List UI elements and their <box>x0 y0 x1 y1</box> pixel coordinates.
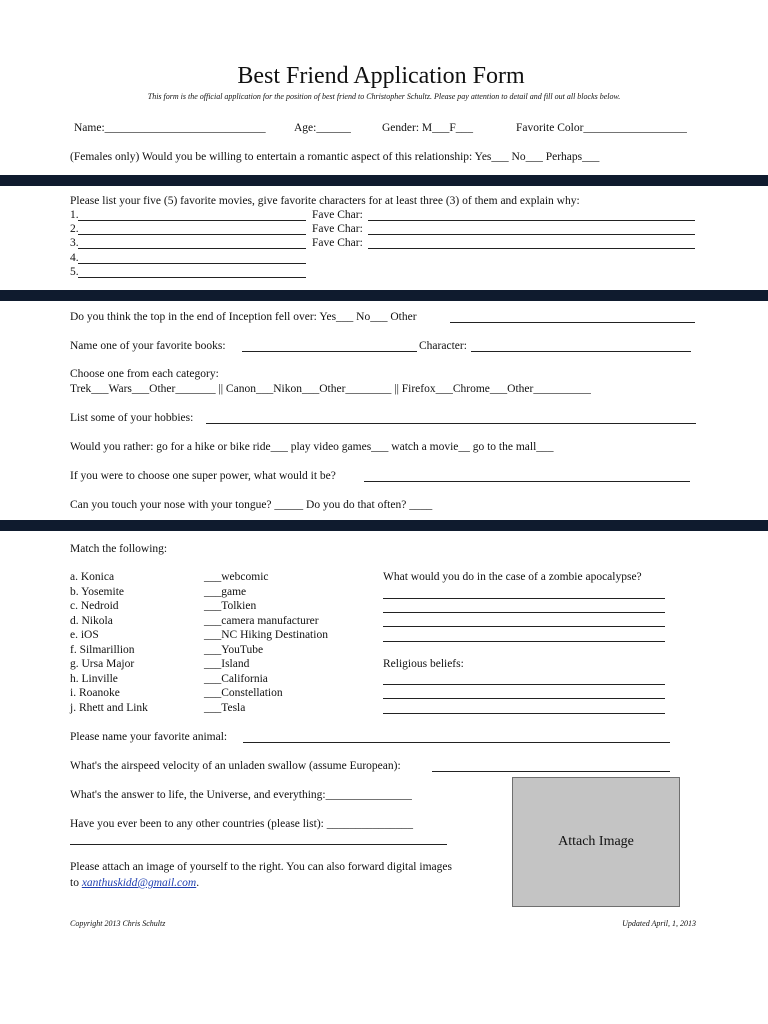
match-label: Match the following: <box>70 543 168 555</box>
choose-options[interactable]: Trek___Wars___Other_______ || Canon___Nikon___Other________ || Firefox___Chrome___Other__________ <box>70 383 591 395</box>
life-question[interactable]: What's the answer to life, the Universe, and everything:_______________ <box>70 789 412 801</box>
movie-number: 2. <box>70 223 79 235</box>
book-line[interactable] <box>242 351 417 352</box>
zombie-line[interactable] <box>383 612 665 613</box>
zombie-question: What would you do in the case of a zombie apocalypse? <box>383 571 642 583</box>
match-left-item: a. Konica <box>70 571 115 583</box>
books-label: Name one of your favorite books: <box>70 340 226 352</box>
match-right-item[interactable]: ___Island <box>204 658 250 670</box>
swallow-label: What's the airspeed velocity of an unladen swallow (assume European): <box>70 760 401 772</box>
hobbies-label: List some of your hobbies: <box>70 412 194 424</box>
match-right-item[interactable]: ___YouTube <box>204 644 264 656</box>
movie-number: 4. <box>70 252 79 264</box>
countries-line[interactable] <box>70 844 447 845</box>
name-field[interactable]: Name:____________________________ <box>74 122 266 134</box>
email-link[interactable]: xanthuskidd@gmail.com <box>81 877 197 889</box>
religion-line[interactable] <box>383 684 665 685</box>
match-right-item[interactable]: ___California <box>204 673 268 685</box>
match-left-item: c. Nedroid <box>70 600 119 612</box>
favorite-color-field[interactable]: Favorite Color__________________ <box>516 122 687 134</box>
fave-char-3-line[interactable] <box>368 248 695 249</box>
match-left-item: e. iOS <box>70 629 99 641</box>
match-left-item: i. Roanoke <box>70 687 120 699</box>
rather-question[interactable]: Would you rather: go for a hike or bike ride___ play video games___ watch a movie__ go to the mall___ <box>70 441 554 453</box>
match-left-item: b. Yosemite <box>70 586 124 598</box>
movie-5-line[interactable] <box>78 277 306 278</box>
animal-label: Please name your favorite animal: <box>70 731 228 743</box>
match-left-item: h. Linville <box>70 673 118 685</box>
romance-question[interactable]: (Females only) Would you be willing to entertain a romantic aspect of this relationship: Yes___ No___ Perhaps___ <box>70 151 600 163</box>
movies-intro: Please list your five (5) favorite movies, give favorite characters for at least three (3) of them and explain why: <box>70 195 580 207</box>
updated-date: Updated April, 1, 2013 <box>622 919 696 928</box>
age-field[interactable]: Age:______ <box>294 122 351 134</box>
form-title: Best Friend Application Form <box>237 63 525 89</box>
attach-instructions-line2 <box>70 876 199 890</box>
attach-image-box[interactable] <box>512 777 680 907</box>
religion-line[interactable] <box>383 713 665 714</box>
hobbies-line[interactable] <box>206 423 696 424</box>
movie-1-line[interactable] <box>78 220 306 221</box>
match-right-item[interactable]: ___webcomic <box>204 571 269 583</box>
inception-question: Do you think the top in the end of Inception fell over: Yes___ No___ Other <box>70 311 417 323</box>
movie-number: 3. <box>70 237 79 249</box>
section-divider <box>0 290 768 301</box>
movie-2-line[interactable] <box>78 234 306 235</box>
form-subtitle: This form is the official application for the position of best friend to Christopher Schultz. Please pay attention to detail and fill out all blocks below. <box>147 92 621 101</box>
movie-number: 1. <box>70 209 79 221</box>
match-left-item: j. Rhett and Link <box>70 702 148 714</box>
match-right-item[interactable]: ___NC Hiking Destination <box>204 629 328 641</box>
character-line[interactable] <box>471 351 691 352</box>
religion-line[interactable] <box>383 698 665 699</box>
religion-question: Religious beliefs: <box>383 658 464 670</box>
zombie-line[interactable] <box>383 641 665 642</box>
to-text: to <box>70 877 82 889</box>
gender-field[interactable]: Gender: M___F___ <box>382 122 474 134</box>
copyright: Copyright 2013 Chris Schultz <box>70 919 166 928</box>
match-left-item: f. Silmarillion <box>70 644 135 656</box>
swallow-line[interactable] <box>432 771 670 772</box>
attach-image-label: Attach Image <box>558 834 634 849</box>
match-left-item: g. Ursa Major <box>70 658 135 670</box>
movie-number: 5. <box>70 266 79 278</box>
tongue-question[interactable]: Can you touch your nose with your tongue? _____ Do you do that often? ____ <box>70 499 433 511</box>
attach-instructions: Please attach an image of yourself to the right. You can also forward digital images <box>70 861 452 873</box>
animal-line[interactable] <box>243 742 670 743</box>
choose-label: Choose one from each category: <box>70 368 219 380</box>
fave-char-label: Fave Char: <box>312 209 363 221</box>
fave-char-label: Fave Char: <box>312 223 363 235</box>
section-divider <box>0 520 768 531</box>
superpower-question: If you were to choose one super power, what would it be? <box>70 470 336 482</box>
movie-4-line[interactable] <box>78 263 306 264</box>
inception-other-line[interactable] <box>450 322 695 323</box>
match-right-item[interactable]: ___Tesla <box>204 702 246 714</box>
match-left-item: d. Nikola <box>70 615 113 627</box>
movie-3-line[interactable] <box>78 248 306 249</box>
fave-char-2-line[interactable] <box>368 234 695 235</box>
zombie-line[interactable] <box>383 598 665 599</box>
superpower-line[interactable] <box>364 481 690 482</box>
section-divider <box>0 175 768 186</box>
match-right-item[interactable]: ___Tolkien <box>204 600 257 612</box>
match-right-item[interactable]: ___Constellation <box>204 687 283 699</box>
character-label: Character: <box>419 340 467 352</box>
period-text: . <box>196 877 200 889</box>
countries-question[interactable]: Have you ever been to any other countries (please list): _______________ <box>70 818 413 830</box>
zombie-line[interactable] <box>383 626 665 627</box>
match-right-item[interactable]: ___game <box>204 586 247 598</box>
match-right-item[interactable]: ___camera manufacturer <box>204 615 319 627</box>
fave-char-1-line[interactable] <box>368 220 695 221</box>
fave-char-label: Fave Char: <box>312 237 363 249</box>
